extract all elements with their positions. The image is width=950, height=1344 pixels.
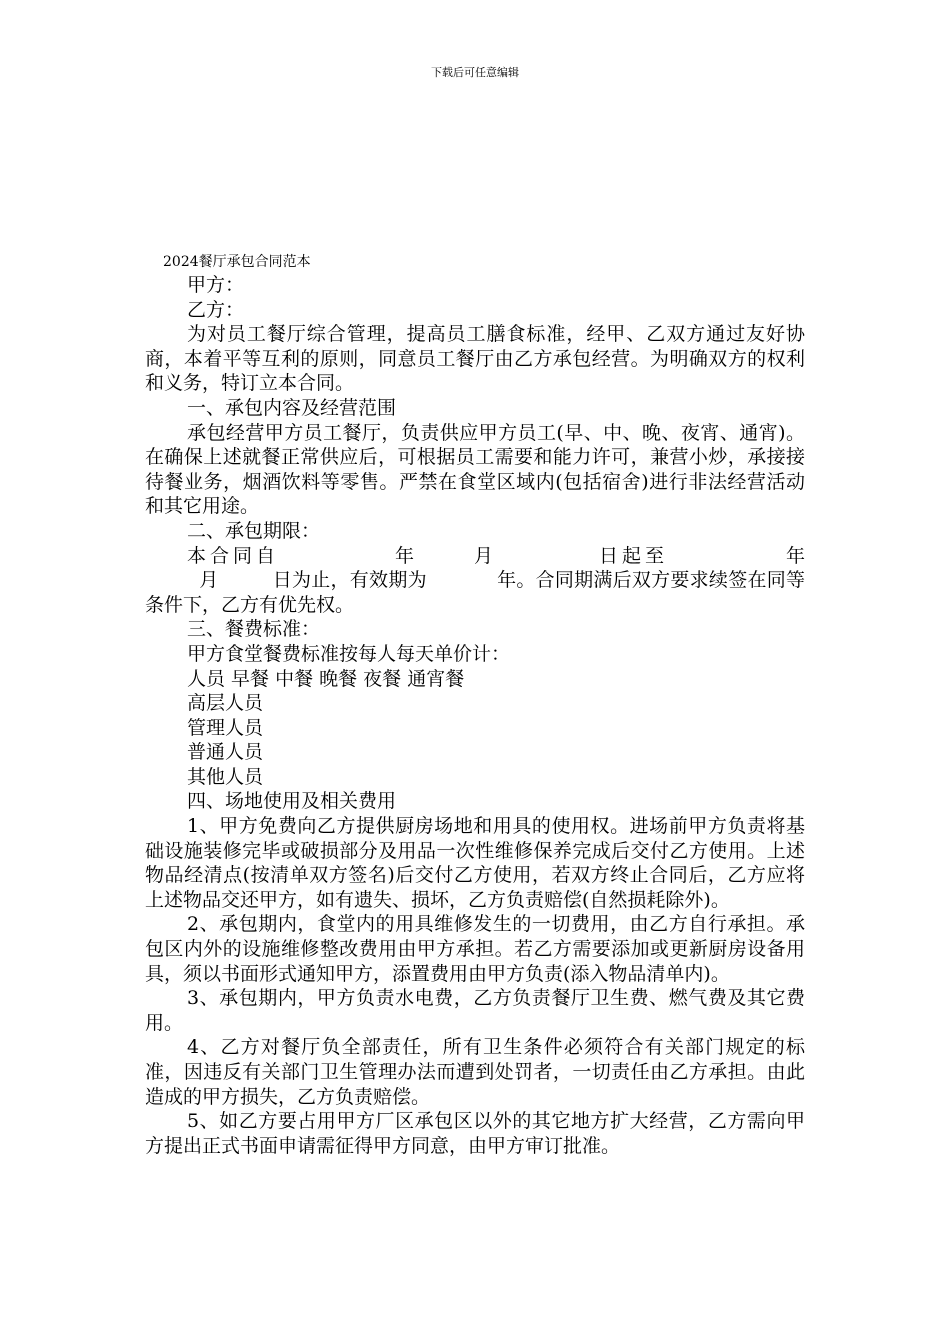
term-text-start: 本合同自 — [187, 544, 279, 567]
document-title: 2024餐厅承包合同范本 — [163, 254, 311, 270]
section-4-item: 5、如乙方要占用甲方厂区承包区以外的其它地方扩大经营，乙方需向甲方提出正式书面申请需征得甲方同意，由甲方审订批准。 — [145, 1110, 805, 1157]
party-a-line: 甲方： — [187, 274, 245, 296]
section-4-item: 2、承包期内，食堂内的用具维修发生的一切费用，由乙方自行承担。承包区内外的设施维修整改费用由甲方承担。若乙方需要添加或更新厨房设备用具，须以书面形式通知甲方，添置费用由甲方负责(添入物品清单内)。 — [145, 913, 805, 985]
contract-body — [145, 273, 805, 1158]
intro-paragraph: 为对员工餐厅综合管理，提高员工膳食标准，经甲、乙双方通过友好协商，本着平等互利的原则，同意员工餐厅由乙方承包经营。为明确双方的权利和义务，特订立本合同。 — [145, 323, 805, 395]
term-end-year-label: 年 — [781, 544, 805, 567]
section-1-text: 承包经营甲方员工餐厅，负责供应甲方员工(早、中、晚、夜宵、通宵)。在确保上述就餐正常供应后，可根据员工需要和能力许可，兼营小炒，承接接待餐业务，烟酒饮料等零售。严禁在食堂区域内(包括宿舍)进行非法经营活动和其它用途。 — [145, 421, 805, 518]
section-2-heading: 二、承包期限： — [187, 519, 321, 542]
section-1-heading: 一、承包内容及经营范围 — [187, 396, 397, 419]
section-4-heading: 四、场地使用及相关费用 — [187, 790, 397, 813]
term-renewal-text: 年。合同期满后双方要求续签在同等条件下，乙方有优先权。 — [145, 569, 805, 616]
meal-table-header: 人员 早餐 中餐 晚餐 夜餐 通宵餐 — [187, 667, 465, 690]
term-year-label: 年 — [390, 544, 418, 567]
section-4-item: 1、甲方免费向乙方提供厨房场地和用具的使用权。进场前甲方负责将基础设施装修完毕或破损部分及用品一次性维修保养完成后交付乙方使用。上述物品经清点(按清单双方签名)后交付乙方使用，若双方终止合同后，乙方应将上述物品交还甲方，如有遗失、损坏，乙方负责赔偿(自然损耗除外)。 — [145, 815, 805, 911]
term-month-label: 月 — [469, 544, 497, 567]
meal-table-row: 高层人员 — [187, 692, 264, 715]
section-4-item: 4、乙方对餐厅负全部责任，所有卫生条件必须符合有关部门规定的标准，因违反有关部门卫生管理办法而遭到处罚者，一切责任由乙方承担。由此造成的甲方损失，乙方负责赔偿。 — [145, 1036, 805, 1108]
term-end-month-label: 月 — [199, 569, 219, 592]
party-b-line: 乙方： — [187, 298, 245, 321]
section-3-intro: 甲方食堂餐费标准按每人每天单价计： — [187, 642, 511, 665]
term-day-label: 日起至 — [594, 544, 668, 567]
meal-table-row: 普通人员 — [187, 741, 264, 764]
section-3-heading: 三、餐费标准： — [187, 618, 321, 641]
section-4-item: 3、承包期内，甲方负责水电费，乙方负责餐厅卫生费、燃气费及其它费用。 — [145, 987, 805, 1034]
header-note: 下载后可任意编辑 — [431, 66, 519, 79]
meal-table-row: 其他人员 — [187, 765, 264, 788]
term-validity-text: 日为止，有效期为 — [272, 569, 427, 592]
meal-table-row: 管理人员 — [187, 716, 264, 739]
section-2-text — [145, 544, 805, 618]
